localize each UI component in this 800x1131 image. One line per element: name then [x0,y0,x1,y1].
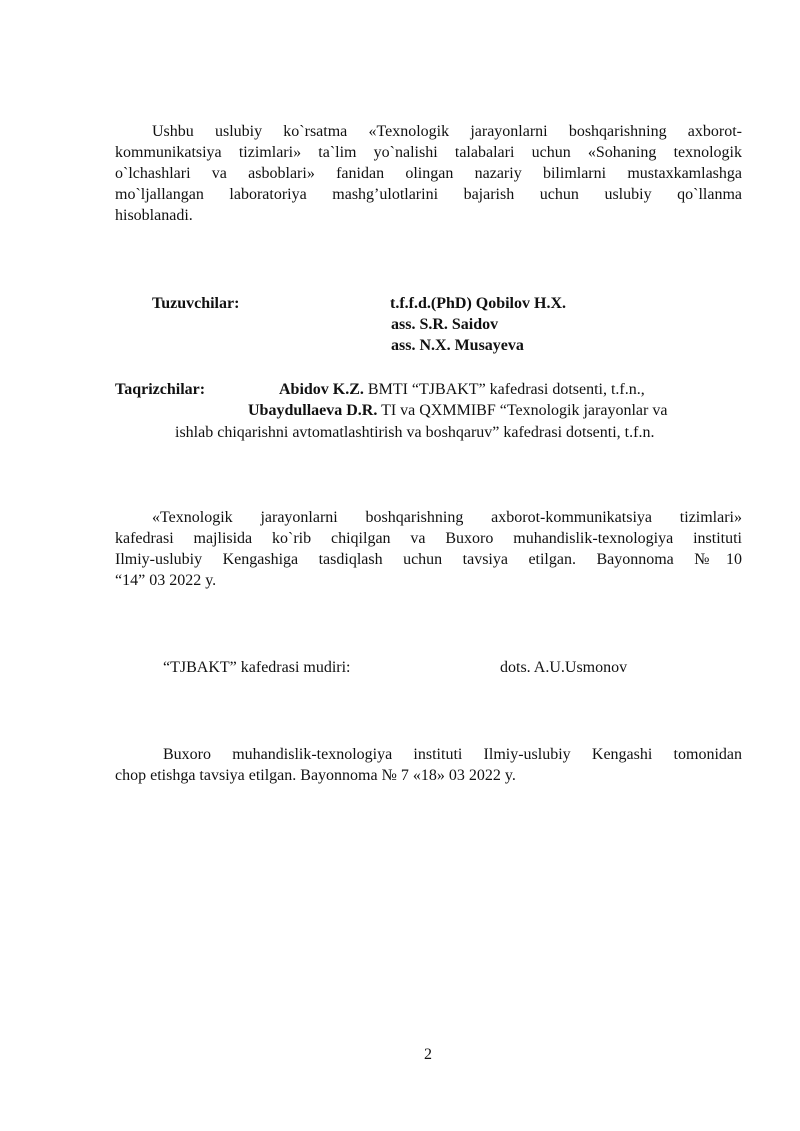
reviewer-2-name: Ubaydullaeva D.R. [248,402,378,419]
reviewer-1-name: Abidov K.Z. [279,381,364,398]
reviewer-2 [248,402,667,420]
approval-line-2: kafedrasi majlisida ko`rib chiqilgan va Buxoro muhandislik-texnologiya instituti [115,530,742,547]
reviewer-2-continuation: ishlab chiqarishni avtomatlashtirish va boshqaruv” kafedrasi dotsenti, t.f.n. [175,424,655,441]
approval-line-4: “14” 03 2022 y. [115,572,217,589]
intro-line-1: Ushbu uslubiy ko`rsatma «Texnologik jarayonlarni boshqarishning axborot- [152,123,742,140]
approval-paragraph [115,507,742,591]
author-1: t.f.f.d.(PhD) Qobilov H.X. [390,295,566,312]
intro-line-2: kommunikatsiya tizimlari» ta`lim yo`nalishi talabalari uchun «Sohaning texnologik [115,144,742,161]
approval-line-3: Ilmiy-uslubiy Kengashiga tasdiqlash uchun tavsiya etilgan. Bayonnoma №10 [115,551,742,568]
reviewer-2-position: TI va QXMMIBF “Texnologik jarayonlar va [377,402,668,419]
council-paragraph [115,744,742,786]
author-3: ass. N.X. Musayeva [391,337,524,354]
head-name: dots. A.U.Usmonov [500,659,628,676]
intro-line-5: hisoblanadi. [115,207,193,224]
page-number: 2 [424,1046,432,1063]
author-2: ass. S.R. Saidov [391,316,499,333]
council-line-2: chop etishga tavsiya etilgan. Bayonnoma № 7 «18» 03 2022 y. [115,767,516,784]
intro-paragraph [115,121,742,226]
intro-line-3: o`lchashlari va asboblari» fanidan olingan nazariy bilimlarni mustaxkamlashga [115,165,742,182]
reviewer-1 [279,381,645,399]
reviewers-label: Taqrizchilar: [115,381,206,398]
council-line-1: Buxoro muhandislik-texnologiya instituti Ilmiy-uslubiy Kengashi tomonidan [163,746,742,763]
reviewer-1-position: BMTI “TJBAKT” kafedrasi dotsenti, t.f.n., [363,381,645,398]
approval-line-1: «Texnologik jarayonlarni boshqarishning axborot-kommunikatsiya tizimlari» [152,509,742,526]
intro-line-4: mo`ljallangan laboratoriya mashg’ulotlarini bajarish uchun uslubiy qo`llanma [115,186,742,203]
head-label: “TJBAKT” kafedrasi mudiri: [163,659,351,676]
authors-label: Tuzuvchilar: [152,295,240,312]
